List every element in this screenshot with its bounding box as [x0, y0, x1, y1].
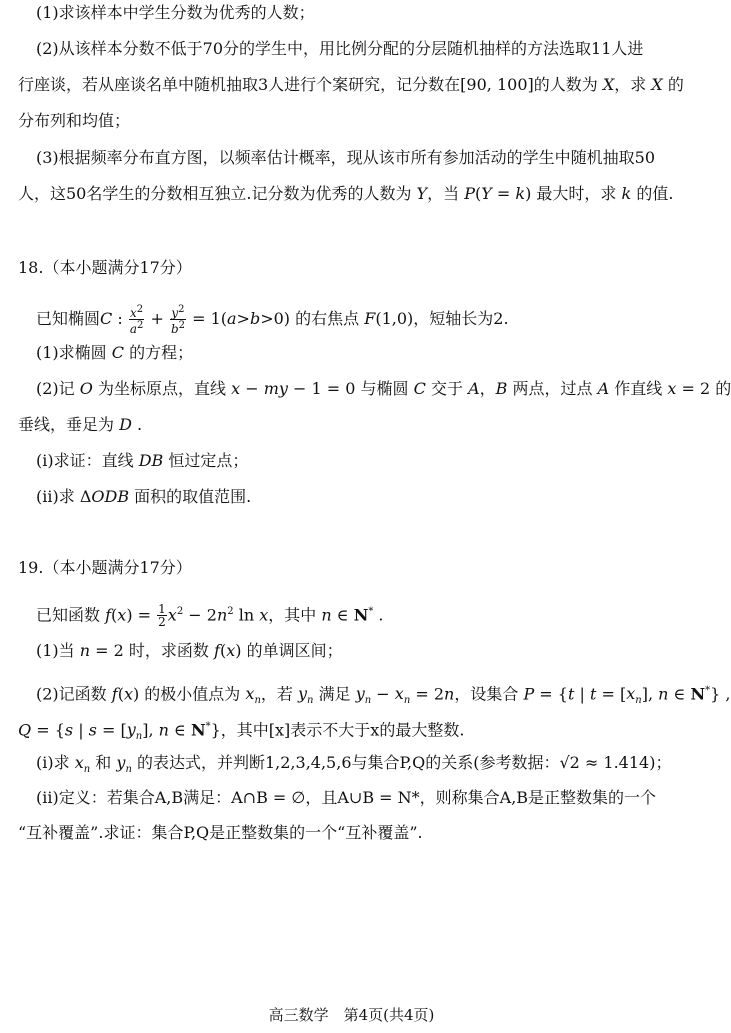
- p19-q2-ii-line1: (ⅱ)定义：若集合A,B满足：A∩B = ∅，且A∪B = N*，则称集合A,B是正整数集的一个: [36, 788, 657, 807]
- p17-q3-line1: (3)根据频率分布直方图，以频率估计概率，现从该市所有参加活动的学生中随机抽取50: [36, 148, 656, 167]
- p17-q2-line1: (2)从该样本分数不低于70分的学生中，用比例分配的分层随机抽样的方法选取11人进: [36, 39, 644, 58]
- p18-q2-i: (ⅰ)求证：直线 DB 恒过定点；: [36, 451, 249, 470]
- p17-q2-line3: 分布列和均值；: [18, 111, 131, 130]
- p19-q1: (1)当 n = 2 时，求函数 f(x) 的单调区间；: [36, 641, 343, 660]
- p18-q2-ii: (ⅱ)求 ΔODB 面积的取值范围.: [36, 487, 252, 506]
- p18-heading: 18.（本小题满分17分）: [18, 258, 192, 277]
- p19-intro: 已知函数 f(x) = $\frac{1}{2}$ $x^2 - 2n^2$ ln x，其中 n ∈ N* .: [36, 602, 384, 630]
- p19-q2-ii-line2: “互补覆盖”.求证：集合P,Q是正整数集的一个“互补覆盖”.: [18, 823, 423, 842]
- p19-q2-line2: Q = {s | $s = [y_n]$, n ∈ N*}，其中[x]表示不大于x的最大整数.: [18, 720, 465, 743]
- page-footer: 高三数学 第4页(共4页): [268, 1006, 435, 1024]
- p19-q2-line1: (2)记函数 f(x) 的极小值点为 $x_n$，若 $y_n$ 满足 $y_n - x_n = 2n$，设集合 P = {t | $t = [x_n]$, n ∈ N*} ,: [36, 684, 731, 707]
- p17-q2-line2: 行座谈，若从座谈名单中随机抽取3人进行个案研究，记分数在[90, 100]的人数为 X，求 X 的: [18, 75, 684, 94]
- p19-q2-i: (ⅰ)求 $x_n$ 和 $y_n$ 的表达式，并判断1,2,3,4,5,6与集合P,Q的关系(参考数据：√2 ≈ 1.414)；: [36, 753, 672, 776]
- p17-q1: (1)求该样本中学生分数为优秀的人数；: [36, 3, 315, 22]
- p19-heading: 19.（本小题满分17分）: [18, 558, 192, 577]
- p17-q3-line2: 人，这50名学生的分数相互独立.记分数为优秀的人数为 Y，当 P(Y = k) 最大时，求 k 的值.: [18, 184, 674, 203]
- p18-intro: 已知椭圆C : $\frac{x^2}{a^2}$ + $\frac{y^2}{b^2}$ = 1(a>b>0) 的右焦点 F(1,0)，短轴长为2.: [36, 304, 509, 336]
- p18-q1: (1)求椭圆 C 的方程；: [36, 343, 194, 362]
- p18-q2-line1: (2)记 O 为坐标原点，直线 x − my − 1 = 0 与椭圆 C 交于 A，B 两点，过点 A 作直线 x = 2 的: [36, 379, 731, 398]
- p18-q2-line2: 垂线，垂足为 D .: [18, 415, 143, 434]
